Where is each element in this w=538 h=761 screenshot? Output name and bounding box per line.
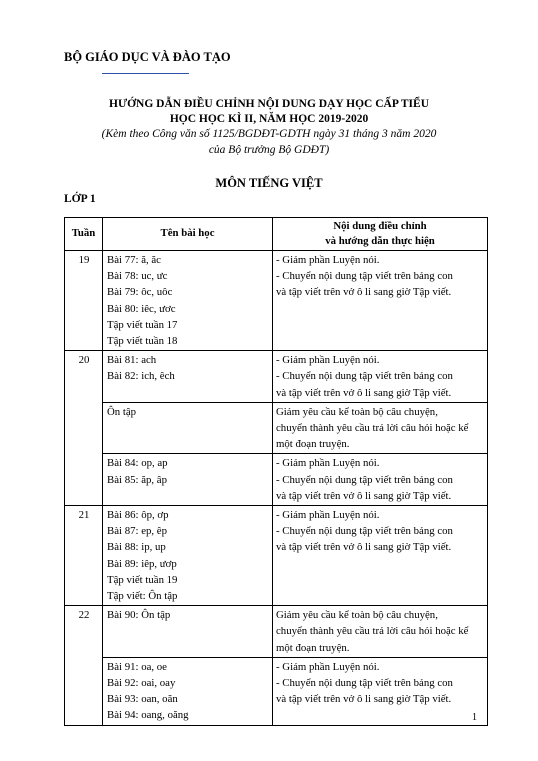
document-note-line-1: (Kèm theo Công văn số 1125/BGDĐT-GDTH ngày 31 tháng 3 năm 2020 xyxy=(101,128,437,140)
adjustment-note-line: - Chuyển nội dung tập viết trên bảng con xyxy=(276,525,453,538)
lesson-name: Tập viết tuần 19 xyxy=(107,573,178,586)
lesson-name: Bài 86: ôp, ơp xyxy=(107,509,169,522)
lesson-name: Bài 81: ach xyxy=(107,354,157,367)
lesson-cell xyxy=(103,657,273,725)
lesson-name: Bài 90: Ôn tập xyxy=(107,609,171,622)
adjustment-note-cell xyxy=(273,454,488,506)
week-cell: 20 xyxy=(65,351,103,506)
table-row xyxy=(65,606,488,658)
adjustment-note-line: Giảm yêu cầu kể toàn bộ câu chuyện, xyxy=(276,609,438,622)
lesson-cell xyxy=(103,506,273,606)
adjustment-note-line: - Chuyển nội dung tập viết trên bảng con xyxy=(276,270,453,283)
week-cell: 19 xyxy=(65,251,103,351)
adjustment-note-cell xyxy=(273,506,488,606)
table-row xyxy=(65,506,488,606)
lesson-name: Tập viết tuần 17 xyxy=(107,318,178,331)
lesson-name: Ôn tập xyxy=(107,405,137,418)
table-row xyxy=(65,657,488,725)
adjustment-note-line: - Giảm phần Luyện nói. xyxy=(276,254,380,266)
adjustment-note-cell xyxy=(273,351,488,403)
lesson-cell xyxy=(103,251,273,351)
lesson-cell xyxy=(103,606,273,658)
lesson-cell xyxy=(103,402,273,454)
adjustment-note-line: - Chuyển nội dung tập viết trên bảng con xyxy=(276,370,453,383)
header-content-line-2: và hướng dẫn thực hiện xyxy=(325,235,435,247)
lesson-name: Bài 85: ăp, âp xyxy=(107,473,167,486)
lesson-name: Bài 89: iêp, ươp xyxy=(107,557,177,570)
lesson-name: Bài 94: oang, oăng xyxy=(107,709,189,722)
adjustment-note-cell xyxy=(273,402,488,454)
adjustment-note-line: chuyển thành yêu cầu trả lời câu hỏi hoặc kể xyxy=(276,625,469,638)
adjustment-note-line: và tập viết trên vở ô li sang giờ Tập viết. xyxy=(276,693,452,706)
adjustment-note-cell xyxy=(273,606,488,658)
subject-title: MÔN TIẾNG VIỆT xyxy=(215,176,323,190)
lesson-name: Tập viết tuần 18 xyxy=(107,335,178,348)
adjustment-note-line: và tập viết trên vở ô li sang giờ Tập viết. xyxy=(276,541,452,554)
document-note-line-2: của Bộ trưởng Bộ GDĐT) xyxy=(208,144,330,156)
lesson-name: Bài 77: ă, ăc xyxy=(107,254,161,266)
adjustment-note-line: và tập viết trên vở ô li sang giờ Tập viết. xyxy=(276,489,452,502)
table-body xyxy=(65,251,488,726)
header-lesson: Tên bài học xyxy=(103,218,273,251)
lesson-name: Bài 92: oai, oay xyxy=(107,677,176,690)
adjustment-note-line: chuyển thành yêu cầu trả lời câu hỏi hoặc kể xyxy=(276,422,469,435)
adjustment-note-line: - Giảm phần Luyện nói. xyxy=(276,354,380,367)
lesson-name: Bài 88: ip, up xyxy=(107,541,166,554)
lesson-name: Bài 82: ich, êch xyxy=(107,370,175,383)
ministry-name: BỘ GIÁO DỤC VÀ ĐÀO TẠO xyxy=(64,50,231,64)
lesson-name: Bài 79: ôc, uôc xyxy=(107,286,173,299)
page-number: 1 xyxy=(472,712,477,723)
ministry-underline xyxy=(102,73,189,74)
lesson-name: Bài 80: iêc, ươc xyxy=(107,302,176,315)
grade-label: LỚP 1 xyxy=(64,193,96,205)
adjustment-note-line: và tập viết trên vở ô li sang giờ Tập viết. xyxy=(276,286,452,299)
adjustment-note-line: và tập viết trên vở ô li sang giờ Tập viết. xyxy=(276,386,452,399)
header-content-line-1: Nội dung điều chỉnh xyxy=(333,219,427,232)
lesson-cell xyxy=(103,351,273,403)
table-row xyxy=(65,251,488,351)
adjustment-note-cell xyxy=(273,251,488,351)
lesson-name: Bài 84: op, ap xyxy=(107,457,168,470)
lesson-name: Bài 93: oan, oăn xyxy=(107,693,178,706)
lesson-name: Bài 87: ep, êp xyxy=(107,525,167,538)
adjustment-note-line: một đoạn truyện. xyxy=(276,641,350,654)
adjustment-note-line: - Giảm phần Luyện nói. xyxy=(276,660,380,673)
lesson-name: Tập viết: Ôn tập xyxy=(107,590,178,603)
adjustment-note-cell xyxy=(273,657,488,725)
document-title-line-2: HỌC HỌC KÌ II, NĂM HỌC 2019-2020 xyxy=(169,113,369,125)
lesson-name: Bài 78: uc, ưc xyxy=(107,270,168,283)
header-week: Tuần xyxy=(65,218,103,251)
adjustment-note-line: - Chuyển nội dung tập viết trên bảng con xyxy=(276,677,453,690)
header-content xyxy=(273,218,488,251)
table-row xyxy=(65,454,488,506)
adjustment-note-line: - Giảm phần Luyện nói. xyxy=(276,509,380,522)
table-row xyxy=(65,402,488,454)
adjustment-note-line: một đoạn truyện. xyxy=(276,438,350,451)
week-cell: 22 xyxy=(65,606,103,725)
document-title-line-1: HƯỚNG DẪN ĐIỀU CHỈNH NỘI DUNG DẠY HỌC CẤP TIỂU xyxy=(109,98,429,110)
table-header-row xyxy=(65,218,488,251)
adjustment-note-line: - Giảm phần Luyện nói. xyxy=(276,457,380,470)
lesson-cell xyxy=(103,454,273,506)
lesson-name: Bài 91: oa, oe xyxy=(107,660,167,673)
adjustment-note-line: - Chuyển nội dung tập viết trên bảng con xyxy=(276,473,453,486)
adjustment-note-line: Giảm yêu cầu kể toàn bộ câu chuyện, xyxy=(276,405,438,418)
week-cell: 21 xyxy=(65,506,103,606)
adjustment-table xyxy=(64,217,488,726)
table-row xyxy=(65,351,488,403)
